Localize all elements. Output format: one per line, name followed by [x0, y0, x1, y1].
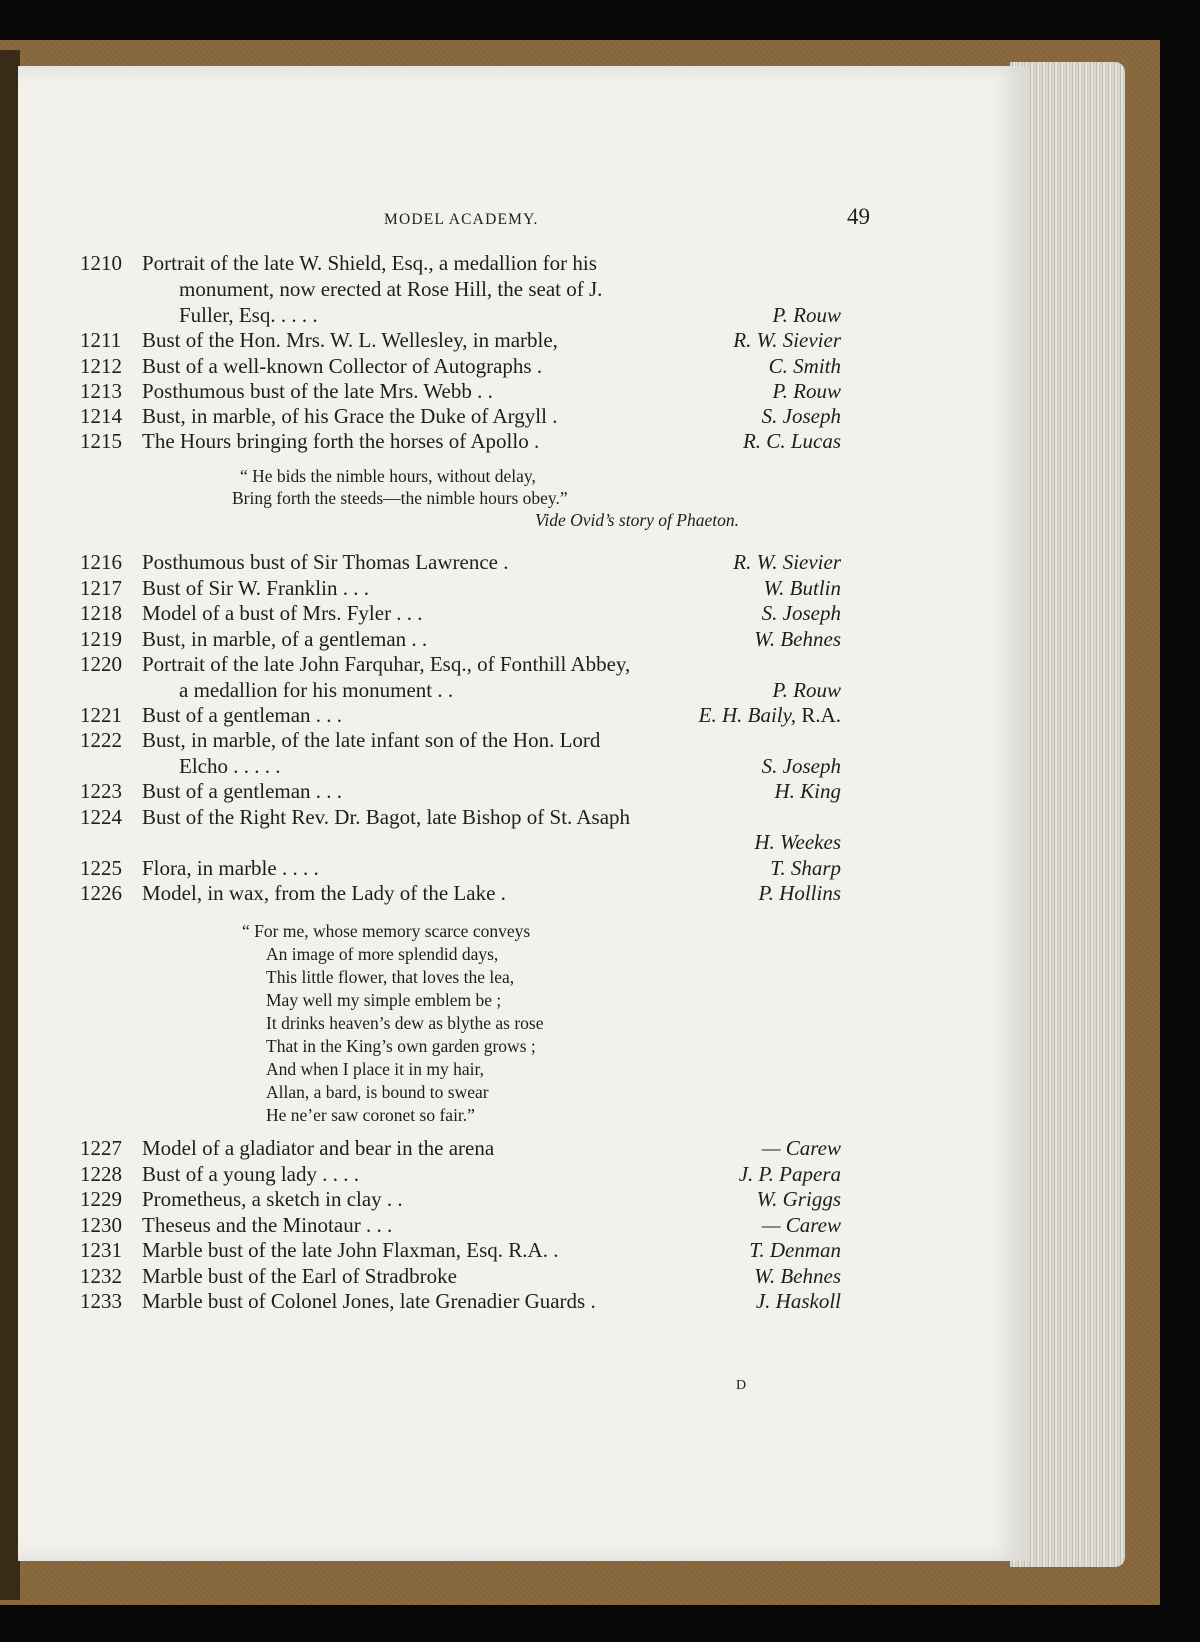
entry-title: Model of a gladiator and bear in the arena: [142, 1136, 495, 1160]
catalog-entry: [18, 1213, 1028, 1239]
entry-title: Marble bust of the late John Flaxman, Esq. R.A. .: [142, 1238, 559, 1262]
catalog-entry: [18, 550, 1028, 576]
entry-title: Bust of a gentleman . . .: [142, 703, 343, 727]
author-suffix: R.A.: [796, 703, 841, 727]
entry-author: W. Behnes: [754, 1264, 841, 1288]
author-name: E. H. Baily,: [698, 703, 797, 727]
entry-author: C. Smith: [768, 354, 841, 378]
entry-number: 1211: [80, 328, 122, 352]
entry-author: J. Haskoll: [755, 1289, 841, 1313]
entry-title: monument, now erected at Rose Hill, the seat of J.: [179, 277, 603, 301]
entry-title: Marble bust of the Earl of Stradbroke: [142, 1264, 457, 1288]
entry-title: Bust of a young lady . . . .: [142, 1162, 359, 1186]
catalog-entry: [18, 576, 1028, 602]
book-spine-edge: [0, 50, 20, 1600]
entry-author: — Carew: [761, 1136, 841, 1160]
catalog-entry: [18, 881, 1028, 907]
catalog-entry: [18, 1162, 1028, 1188]
entry-author: S. Joseph: [761, 601, 841, 625]
catalog-entry: [18, 652, 1028, 678]
catalog-entry: [18, 251, 1028, 277]
entry-author: R. W. Sievier: [733, 550, 841, 574]
signature-mark: D: [736, 1378, 747, 1393]
catalog-entry: [18, 429, 1028, 455]
entry-author: W. Behnes: [754, 627, 841, 651]
verse-line: That in the King’s own garden grows ;: [266, 1036, 536, 1056]
catalog-entry-continued: [18, 277, 1028, 303]
entry-title: Prometheus, a sketch in clay . .: [142, 1187, 403, 1211]
entry-author: P. Rouw: [772, 678, 841, 702]
entry-title: Flora, in marble . . . .: [142, 856, 319, 880]
entry-number: 1215: [80, 429, 122, 453]
catalog-entry: [18, 805, 1028, 831]
catalog-entry: [18, 404, 1028, 430]
entry-author: R. C. Lucas: [742, 429, 841, 453]
entry-title: Bust, in marble, of a gentleman . .: [142, 627, 428, 651]
entry-author: S. Joseph: [761, 754, 841, 778]
entry-title: Bust of the Hon. Mrs. W. L. Wellesley, in marble,: [142, 328, 558, 352]
entry-number: 1210: [80, 251, 122, 275]
entry-number: 1222: [80, 728, 122, 752]
catalog-entry: [18, 379, 1028, 405]
catalog-entry: [18, 1264, 1028, 1290]
catalog-entry: [18, 1289, 1028, 1315]
catalog-entry: [18, 627, 1028, 653]
catalog-entry: [18, 1238, 1028, 1264]
entry-number: 1223: [80, 779, 122, 803]
entry-title: Posthumous bust of the late Mrs. Webb . .: [142, 379, 493, 403]
entry-title: The Hours bringing forth the horses of Apollo .: [142, 429, 540, 453]
entry-title: Model, in wax, from the Lady of the Lake .: [142, 881, 506, 905]
catalog-entry-continued: [18, 303, 1028, 329]
entry-number: 1225: [80, 856, 122, 880]
verse-line: “ He bids the nimble hours, without delay,: [240, 466, 536, 486]
entry-title: Portrait of the late W. Shield, Esq., a medallion for his: [142, 251, 597, 275]
entry-author: P. Rouw: [772, 303, 841, 327]
catalog-entry: [18, 328, 1028, 354]
entry-title: Bust of a well-known Collector of Autographs .: [142, 354, 543, 378]
entry-title: Bust of a gentleman . . .: [142, 779, 343, 803]
catalog-entry: [18, 779, 1028, 805]
entry-author: H. King: [774, 779, 841, 803]
entry-author: S. Joseph: [761, 404, 841, 428]
entry-author: — Carew: [761, 1213, 841, 1237]
catalog-entry-continued: [18, 830, 1028, 856]
entry-title: Elcho . . . . .: [179, 754, 281, 778]
entry-number: 1224: [80, 805, 122, 829]
verse-line: This little flower, that loves the lea,: [266, 967, 515, 987]
entry-number: 1228: [80, 1162, 122, 1186]
verse-line: “ For me, whose memory scarce conveys: [242, 921, 531, 941]
entry-title: Theseus and the Minotaur . . .: [142, 1213, 393, 1237]
page-number: 49: [847, 204, 870, 229]
entry-author: W. Griggs: [756, 1187, 841, 1211]
entry-number: 1214: [80, 404, 122, 428]
entry-title: a medallion for his monument . .: [179, 678, 454, 702]
entry-title: Model of a bust of Mrs. Fyler . . .: [142, 601, 423, 625]
catalog-entry: [18, 728, 1028, 754]
entry-number: 1226: [80, 881, 122, 905]
entry-author: R. W. Sievier: [733, 328, 841, 352]
entry-number: 1227: [80, 1136, 122, 1160]
entry-author: P. Rouw: [772, 379, 841, 403]
entry-number: 1218: [80, 601, 122, 625]
entry-title: Fuller, Esq. . . . .: [179, 303, 318, 327]
entry-number: 1220: [80, 652, 122, 676]
entry-number: 1217: [80, 576, 122, 600]
catalog-entry: [18, 1136, 1028, 1162]
entry-number: 1232: [80, 1264, 122, 1288]
entry-author: T. Denman: [749, 1238, 841, 1262]
entry-title: Bust of the Right Rev. Dr. Bagot, late Bishop of St. Asaph: [142, 805, 631, 829]
entry-author: H. Weekes: [754, 830, 841, 854]
verse-line: May well my simple emblem be ;: [266, 990, 502, 1010]
verse-attribution: Vide Ovid’s story of Phaeton.: [535, 510, 739, 530]
catalog-entry: [18, 703, 1028, 729]
entry-title: Portrait of the late John Farquhar, Esq., of Fonthill Abbey,: [142, 652, 631, 676]
entry-number: 1231: [80, 1238, 122, 1262]
entry-title: Bust of Sir W. Franklin . . .: [142, 576, 369, 600]
entry-number: 1212: [80, 354, 122, 378]
verse-line: An image of more splendid days,: [266, 944, 499, 964]
entry-number: 1216: [80, 550, 122, 574]
catalog-entry-continued: [18, 754, 1028, 780]
entry-title: Marble bust of Colonel Jones, late Grenadier Guards .: [142, 1289, 596, 1313]
entry-number: 1233: [80, 1289, 122, 1313]
catalog-entry: [18, 1187, 1028, 1213]
verse-line: It drinks heaven’s dew as blythe as rose: [266, 1013, 544, 1033]
entry-number: 1213: [80, 379, 122, 403]
entry-title: Bust, in marble, of the late infant son of the Hon. Lord: [142, 728, 601, 752]
catalog-entry: [18, 354, 1028, 380]
catalog-entry: [18, 856, 1028, 882]
verse-line: And when I place it in my hair,: [266, 1059, 484, 1079]
catalog-entry-continued: [18, 678, 1028, 704]
entry-number: 1229: [80, 1187, 122, 1211]
running-header: MODEL ACADEMY.: [384, 211, 539, 228]
entry-title: Bust, in marble, of his Grace the Duke of Argyll .: [142, 404, 558, 428]
entry-author: W. Butlin: [763, 576, 841, 600]
entry-author: J. P. Papera: [738, 1162, 841, 1186]
verse-line: Bring forth the steeds—the nimble hours obey.”: [232, 488, 568, 508]
entry-author: P. Hollins: [758, 881, 841, 905]
entry-number: 1230: [80, 1213, 122, 1237]
catalog-entry: [18, 601, 1028, 627]
verse-line: He ne’er saw coronet so fair.”: [266, 1105, 475, 1125]
entry-title: Posthumous bust of Sir Thomas Lawrence .: [142, 550, 509, 574]
entry-author: T. Sharp: [770, 856, 841, 880]
entry-number: 1221: [80, 703, 122, 727]
verse-line: Allan, a bard, is bound to swear: [266, 1082, 489, 1102]
entry-number: 1219: [80, 627, 122, 651]
entry-author: [699, 703, 841, 728]
book-page: [18, 66, 1028, 1561]
